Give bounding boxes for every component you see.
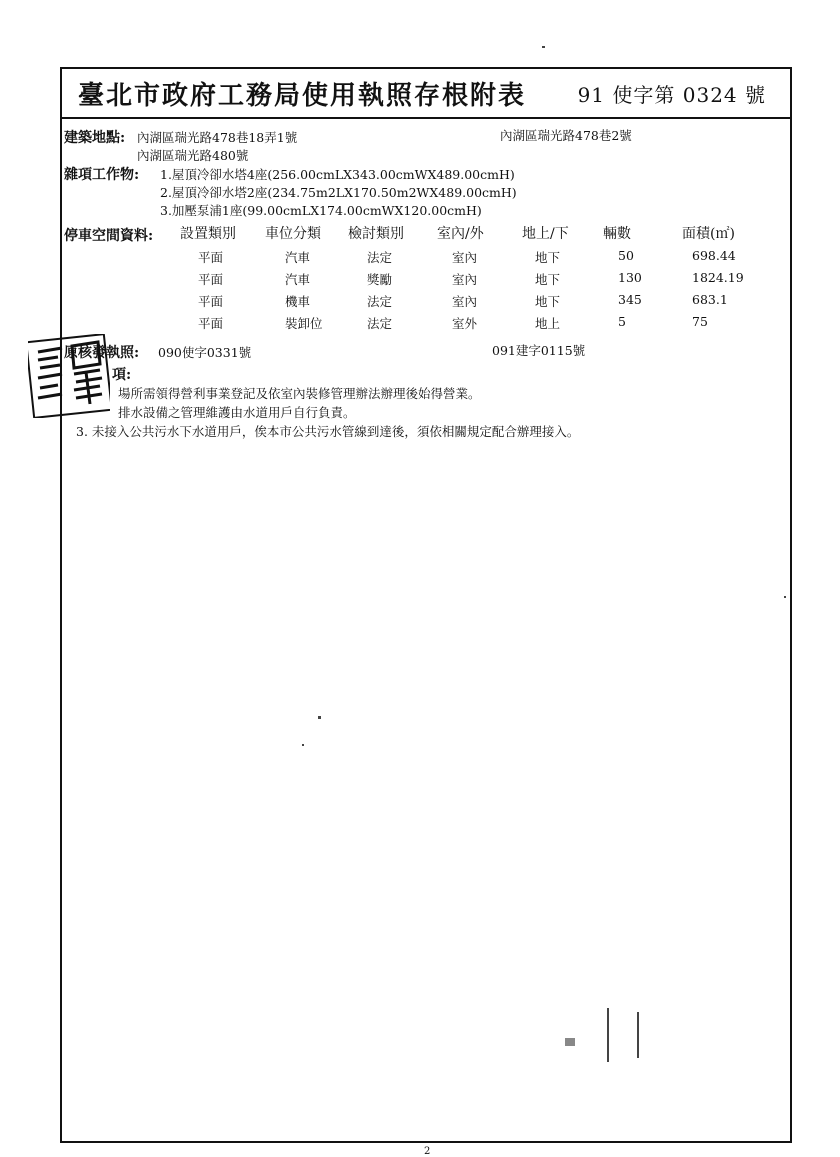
- misc-work-item: 3.加壓泵浦1座(99.00cmLX174.00cmWX120.00cmH): [160, 203, 482, 218]
- table-cell: 機車: [285, 294, 311, 309]
- notes-label-fragment: 項:: [112, 367, 132, 383]
- table-cell: 汽車: [285, 272, 311, 287]
- table-cell: 室內: [452, 250, 478, 265]
- table-cell: 698.44: [692, 248, 736, 263]
- scan-speck: [565, 1038, 575, 1046]
- address-line-2: 內湖區瑞光路480號: [137, 148, 249, 163]
- address-line-1: 內湖區瑞光路478巷18弄1號: [137, 130, 298, 145]
- document-title: 臺北市政府工務局使用執照存根附表: [78, 81, 527, 111]
- table-cell: 法定: [367, 316, 393, 331]
- note-item: 場所需領得營利事業登記及依室內裝修管理辦法辦理後始得營業。: [118, 386, 481, 401]
- scan-line: [637, 1012, 639, 1058]
- table-cell: 1824.19: [692, 270, 744, 285]
- column-header: 設置類別: [180, 226, 236, 242]
- table-cell: 平面: [198, 316, 224, 331]
- table-cell: 683.1: [692, 292, 728, 307]
- scan-speck: [302, 744, 304, 746]
- cancellation-stamp: [28, 334, 110, 418]
- scan-speck: [318, 716, 321, 719]
- table-cell: 室內: [452, 294, 478, 309]
- original-permit-value-2: 091建字0115號: [492, 343, 586, 358]
- permit-number: 91 使字第 0324 號: [577, 83, 766, 107]
- table-cell: 汽車: [285, 250, 311, 265]
- table-cell: 室外: [452, 316, 478, 331]
- original-permit-value: 090使字0331號: [158, 345, 252, 360]
- misc-works-label: 雜項工作物:: [64, 167, 140, 183]
- table-cell: 地上: [535, 316, 561, 331]
- column-header: 面積(㎡): [682, 226, 735, 242]
- title-row: [60, 67, 792, 119]
- address-label: 建築地點:: [64, 130, 126, 146]
- column-header: 車位分類: [265, 226, 321, 242]
- table-cell: 法定: [367, 294, 393, 309]
- scan-speck: [542, 46, 545, 48]
- misc-work-item: 2.屋頂冷卻水塔2座(234.75m2LX170.50m2WX489.00cmH): [160, 185, 517, 200]
- table-cell: 平面: [198, 272, 224, 287]
- column-header: 室內/外: [437, 226, 484, 242]
- table-cell: 平面: [198, 294, 224, 309]
- original-permit-label: 原核發執照:: [64, 345, 140, 361]
- table-cell: 地下: [535, 272, 561, 287]
- table-cell: 室內: [452, 272, 478, 287]
- page-number: 2: [424, 1146, 431, 1157]
- table-cell: 裝卸位: [285, 316, 323, 331]
- scan-line: [607, 1008, 609, 1062]
- table-cell: 345: [618, 292, 642, 307]
- address-line-1-right: 內湖區瑞光路478巷2號: [500, 128, 632, 143]
- table-cell: 75: [692, 314, 708, 329]
- column-header: 地上/下: [522, 226, 569, 242]
- table-cell: 獎勵: [367, 272, 393, 287]
- table-cell: 平面: [198, 250, 224, 265]
- table-cell: 130: [618, 270, 642, 285]
- parking-label: 停車空間資料:: [64, 228, 154, 244]
- table-cell: 5: [618, 314, 626, 329]
- note-item: 3. 未接入公共污水下水道用戶，俟本市公共污水管線到達後，須依相關規定配合辦理接入。: [76, 424, 580, 439]
- note-item: 排水設備之管理維護由水道用戶自行負責。: [118, 405, 356, 420]
- table-cell: 50: [618, 248, 634, 263]
- misc-work-item: 1.屋頂冷卻水塔4座(256.00cmLX343.00cmWX489.00cmH): [160, 167, 515, 182]
- scan-speck: [784, 596, 786, 598]
- table-cell: 地下: [535, 294, 561, 309]
- table-cell: 地下: [535, 250, 561, 265]
- column-header: 輛數: [603, 226, 631, 242]
- table-cell: 法定: [367, 250, 393, 265]
- column-header: 檢討類別: [348, 226, 404, 242]
